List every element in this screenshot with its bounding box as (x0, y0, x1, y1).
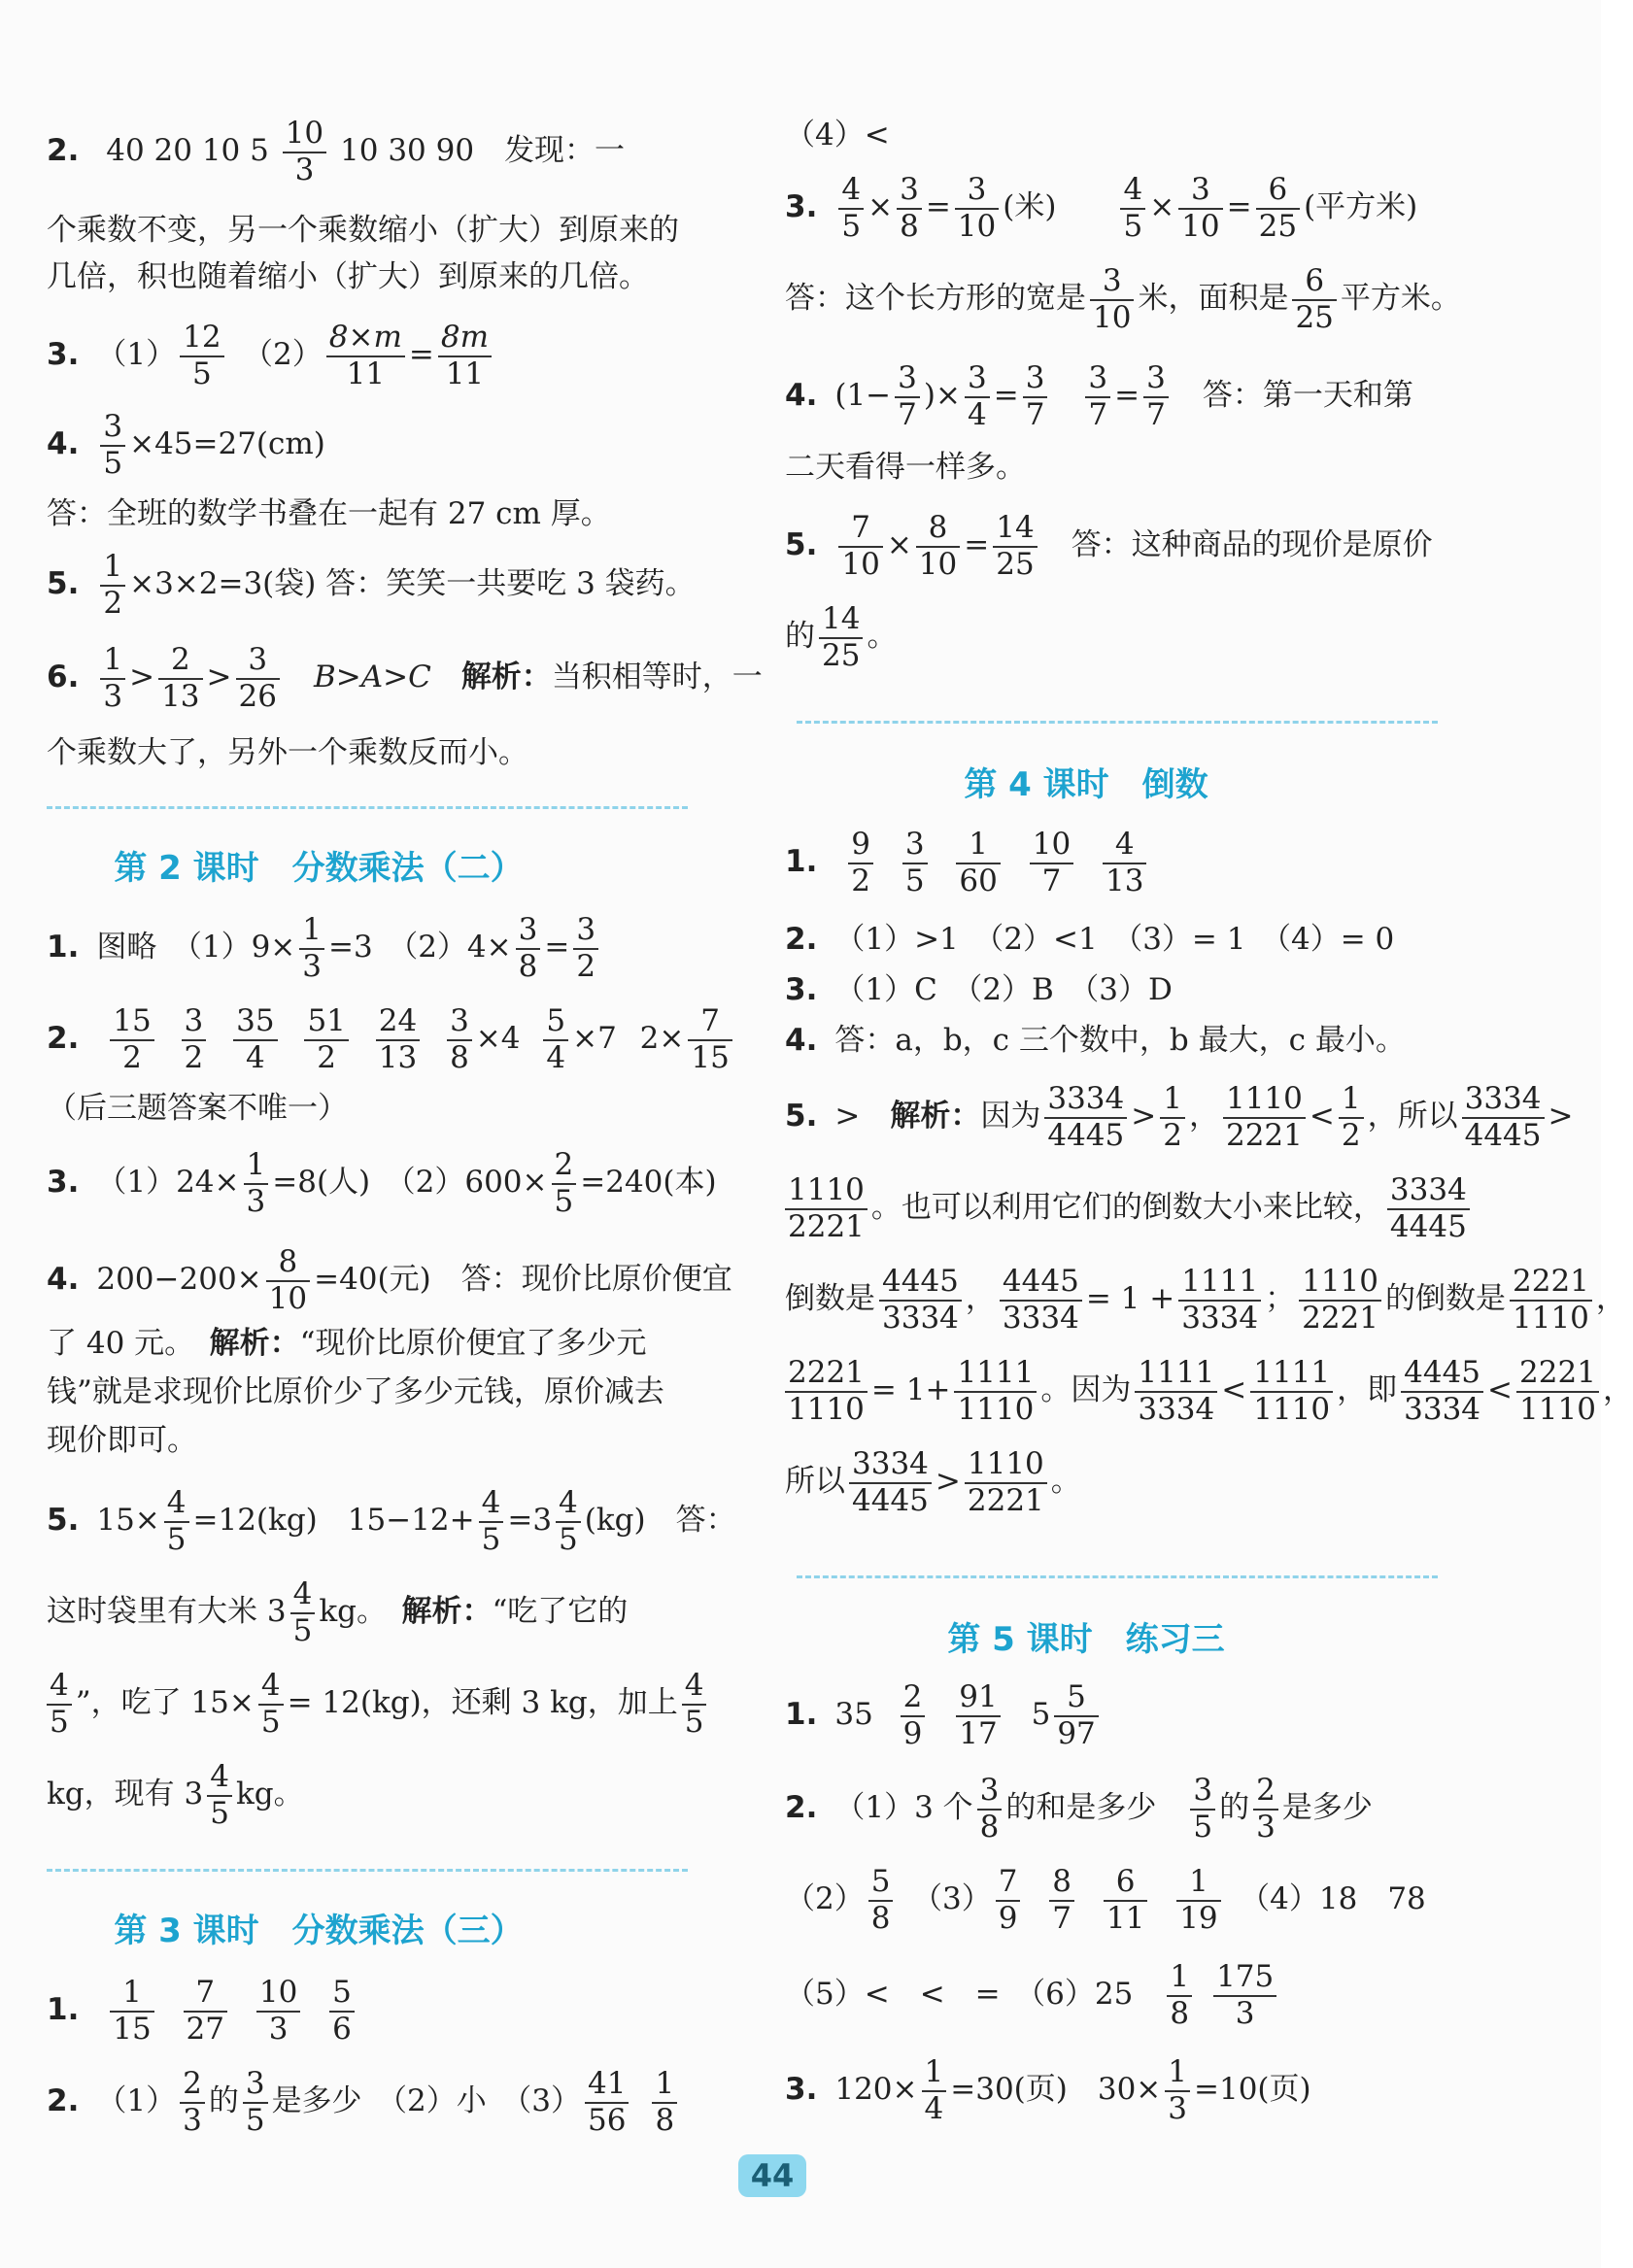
text-line: $\frac{2221}{1110}$ = 1+ $\frac{1111}{1110}$ 。因为 $\frac{1111}{3334}$ < $\frac{1111}{1110}$ ，即 $\frac{4445}{3334}$ < $\frac{2221}{1110}$ ， (785, 1356, 1633, 1427)
question-4: 4. 200−200× $\frac{8}{10}$ =40(元) 答：现价比原价便宜 (47, 1244, 732, 1316)
text-line: $\frac{4}{5}$ ”，吃了 15× $\frac{4}{5}$ = 12(kg)，还剩 3 kg，加上 $\frac{4}{5}$ (47, 1669, 710, 1740)
page-number: 44 (738, 2154, 806, 2197)
question-1: 1. $\frac{9}{2}$ $\frac{3}{5}$ $\frac{1}{60}$ $\frac{10}{7}$ $\frac{4}{13}$ (785, 828, 1150, 898)
text-line: 现价即可。 (47, 1423, 197, 1458)
problem-3: 3. （1） $\frac{12}{5}$ （2） $\frac{8\times m}{11}$ = $\frac{8m}{11}$ (47, 321, 495, 391)
text-line: 几倍，积也随着缩小（扩大）到原来的几倍。 (47, 259, 649, 294)
question-2: 2. （1）3 个 $\frac{3}{8}$ 的和是多少 $\frac{3}{5}$ 的 $\frac{2}{3}$ 是多少 (785, 1773, 1373, 1845)
text-line: 的 $\frac{14}{25}$ 。 (785, 601, 898, 673)
section-heading: 第 2 课时 分数乘法（二） (114, 849, 524, 888)
question-2: 2. （1） $\frac{2}{3}$ 的 $\frac{3}{5}$ 是多少 （2）小 （3） $\frac{41}{56}$ $\frac{1}{8}$ (47, 2067, 681, 2138)
question-3: 3. （1）C （2）B （3）D (785, 972, 1173, 1007)
text-line: 二天看得一样多。 (785, 450, 1026, 485)
text-line: 个乘数大了，另外一个乘数反而小。 (47, 735, 528, 770)
text-line: （5）< < = （6）25 $\frac{1}{8}$ $\frac{175}{3}$ (785, 1960, 1280, 2031)
text-line: 倒数是 $\frac{4445}{3334}$ ， $\frac{4445}{3334}$ = 1 + $\frac{1111}{3334}$ ； $\frac{1110}{2221}$ 的倒数是 $\frac{2221}{1110}$ ， (785, 1264, 1626, 1336)
problem-2: 2. 40 20 10 5 $\frac{10}{3}$ 10 30 90 发现：一 (47, 116, 626, 187)
section-heading: 第 3 课时 分数乘法（三） (114, 1912, 524, 1950)
question-4: 4. 答：a，b，c 三个数中，b 最大，c 最小。 (785, 1023, 1406, 1058)
section-heading: 第 4 课时 倒数 (964, 765, 1208, 804)
question-2: 2. （1）>1 （2）<1 （3）= 1 （4）= 0 (785, 922, 1395, 957)
text-line: 个乘数不变，另一个乘数缩小（扩大）到原来的 (47, 213, 679, 248)
section-divider (47, 1869, 688, 1872)
fraction: $\frac{10}{3}$ (283, 117, 326, 187)
text-line: 了 40 元。 解析：“现价比原价便宜了多少元 (47, 1326, 647, 1361)
question-3: 3. （1）24× $\frac{1}{3}$ =8(人) （2）600× $\frac{2}{5}$ =240(本) (47, 1147, 717, 1219)
question-1: 1. 图略 （1）9× $\frac{1}{3}$ =3 （2）4× $\frac{3}{8}$ = $\frac{3}{2}$ (47, 913, 602, 984)
text-line: 答：这个长方形的宽是 $\frac{3}{10}$ 米，面积是 $\frac{6}{25}$ 平方米。 (785, 263, 1461, 335)
problem-3: 3. $\frac{4}{5}$ × $\frac{3}{8}$ = $\frac{3}{10}$ (米) $\frac{4}{5}$ × $\frac{3}{10}$ = $\frac{6}{25}$ (平方米) (785, 172, 1418, 244)
text-line: （后三题答案不唯一） (47, 1091, 348, 1126)
text-line: 所以 $\frac{3334}{4445}$ > $\frac{1110}{2221}$ 。 (785, 1446, 1081, 1518)
text-line: 答：全班的数学书叠在一起有 27 cm 厚。 (47, 496, 611, 531)
text-line: 这时袋里有大米 3 $\frac{4}{5}$ kg。 解析：“吃了它的 (47, 1576, 629, 1648)
problem-6: 6. $\frac{1}{3}$ > $\frac{2}{13}$ > $\frac{3}{26}$ B>A>C 解析：当积相等时，一 (47, 642, 763, 714)
question-1: 1. 35 $\frac{2}{9}$ $\frac{91}{17}$ 5 $\frac{5}{97}$ (785, 1680, 1103, 1751)
problem-5: 5. $\frac{7}{10}$ × $\frac{8}{10}$ = $\frac{14}{25}$ 答：这种商品的现价是原价 (785, 510, 1433, 582)
section-divider (47, 806, 688, 809)
section-divider (797, 721, 1438, 724)
text-line: （2） $\frac{5}{8}$ （3） $\frac{7}{9}$ $\frac{8}{7}$ $\frac{6}{11}$ $\frac{1}{19}$ （4）18 78 (785, 1864, 1426, 1936)
text-line: 钱”就是求现价比原价少了多少元钱，原价减去 (47, 1374, 664, 1409)
question-3: 3. 120× $\frac{1}{4}$ =30(页) 30× $\frac{1}{3}$ =10(页) (785, 2054, 1311, 2126)
question-1: 1. $\frac{1}{15}$ $\frac{7}{27}$ $\frac{10}{3}$ $\frac{5}{6}$ (47, 1976, 358, 2047)
section-heading: 第 5 课时 练习三 (947, 1620, 1225, 1659)
text-line: $\frac{1110}{2221}$ 。也可以利用它们的倒数大小来比较， $\frac{3334}{4445}$ (785, 1173, 1474, 1244)
problem-4: 4. $\frac{3}{5}$ ×45=27(cm) (47, 409, 325, 481)
section-divider (797, 1575, 1438, 1578)
problem-4: 4. (1− $\frac{3}{7}$ )× $\frac{3}{4}$ = $\frac{3}{7}$ $\frac{3}{7}$ = $\frac{3}{7}$ 答：第一天和第 (785, 360, 1413, 432)
text-line: （4）< (785, 118, 890, 152)
text-line: kg，现有 3 $\frac{4}{5}$ kg。 (47, 1759, 304, 1831)
problem-5: 5. $\frac{1}{2}$ ×3×2=3(袋) 答：笑笑一共要吃 3 袋药。 (47, 549, 696, 621)
question-5: 5. 15× $\frac{4}{5}$ =12(kg) 15−12+ $\frac{4}{5}$ =3 $\frac{4}{5}$ (kg) 答： (47, 1485, 736, 1557)
question-5: 5. > 解析：因为 $\frac{3334}{4445}$ > $\frac{1}{2}$ ， $\frac{1110}{2221}$ < $\frac{1}{2}$ ，所以 $\frac{3334}{4445}$ > (785, 1081, 1574, 1153)
question-2: 2. $\frac{15}{2}$ $\frac{3}{2}$ $\frac{35}{4}$ $\frac{51}{2}$ $\frac{24}{13}$ $\frac{3}{8}$ ×4 $\frac{5}{4}$ ×7 2× $\frac{7}{15}$ (47, 1004, 736, 1075)
